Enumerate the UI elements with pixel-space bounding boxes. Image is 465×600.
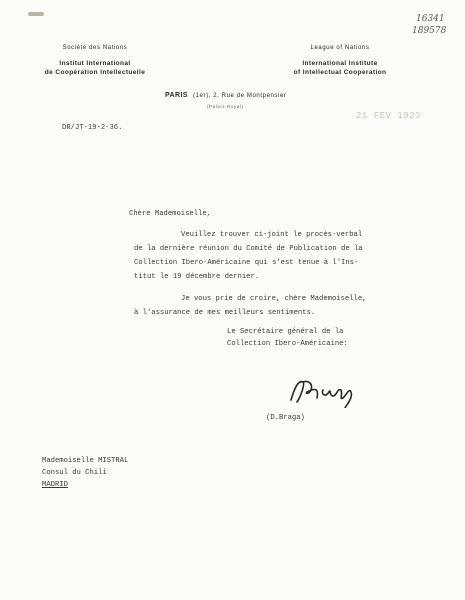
reference-number: DR/JT-19-2-36. bbox=[62, 124, 123, 132]
recipient-name: Mademoiselle MISTRAL bbox=[42, 457, 129, 465]
signatory-name: (D.Braga) bbox=[266, 414, 305, 422]
margin-note-2: 189578 bbox=[412, 26, 447, 36]
signature-title-2: Collection Ibero-Américaine: bbox=[227, 340, 348, 348]
body-line: à l'assurance de mes meilleurs sentiments. bbox=[134, 309, 316, 317]
letterhead-right-line2: of Intellectual Cooperation bbox=[293, 69, 387, 76]
letterhead-right-org: League of Nations bbox=[310, 45, 370, 51]
address-street: (1er), 2, Rue de Montpensier bbox=[193, 93, 287, 99]
body-line: Je vous prie de croire, chère Mademoiselle, bbox=[181, 295, 367, 303]
letterhead-left-line1: Institut International bbox=[59, 60, 131, 67]
body-line: de la dernière réunion du Comité de Publication de la bbox=[134, 245, 363, 253]
letterhead-left-line2: de Coopération Intellectuelle bbox=[44, 69, 146, 76]
salutation: Chère Mademoiselle, bbox=[129, 210, 211, 218]
handwritten-signature bbox=[285, 374, 365, 408]
recipient-title: Consul du Chili bbox=[42, 469, 107, 477]
body-line: Collection Ibero-Américaine qui s'est tenue à l'Ins- bbox=[134, 259, 359, 267]
letterhead-right-line1: International Institute bbox=[302, 60, 378, 67]
body-line: titut le 19 décembre dernier. bbox=[134, 273, 260, 281]
date-stamp: 21 FEV 1923 bbox=[356, 111, 421, 121]
body-line: Veuillez trouver ci-joint le procès-verbal bbox=[181, 231, 363, 239]
punch-hole bbox=[34, 12, 44, 16]
address-sub: (Palais-Royal) bbox=[207, 104, 244, 109]
letterhead-left-org: Société des Nations bbox=[62, 45, 128, 51]
margin-note-1: 16341 bbox=[416, 14, 445, 24]
recipient-city: MADRID bbox=[42, 481, 68, 489]
address-city: PARIS bbox=[165, 92, 188, 99]
signature-title-1: Le Secrétaire général de la bbox=[227, 328, 344, 336]
